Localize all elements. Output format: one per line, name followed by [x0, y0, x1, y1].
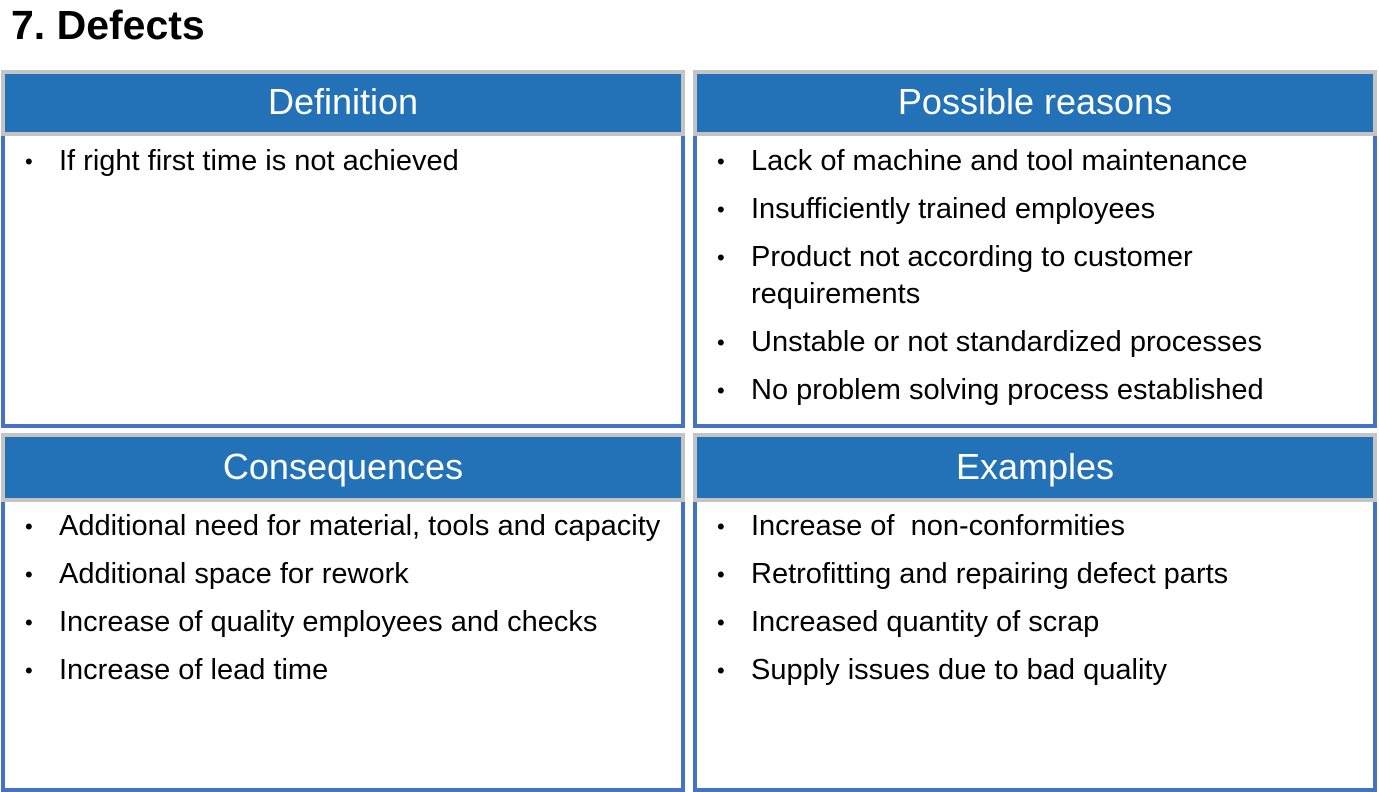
possible-reasons-item	[717, 239, 1367, 313]
bullet-icon: •	[717, 562, 725, 587]
page-title: 7. Defects	[11, 2, 205, 48]
bullet-icon: •	[25, 658, 33, 683]
bullet-icon: •	[717, 330, 725, 355]
bullet-icon: •	[717, 658, 725, 683]
bullet-icon: •	[717, 378, 725, 403]
consequences-list	[25, 508, 675, 700]
consequences-item	[25, 652, 675, 689]
consequences-item-text: Increase of lead time	[59, 654, 329, 686]
possible-reasons-item	[717, 143, 1367, 180]
definition-heading: Definition	[1, 70, 685, 136]
bullet-icon: •	[717, 514, 725, 539]
possible-reasons-item	[717, 191, 1367, 228]
consequences-item-text: Increase of quality employees and checks	[59, 606, 598, 638]
possible-reasons-item	[717, 372, 1367, 409]
examples-item-text: Increase of non-conformities	[751, 510, 1125, 542]
definition-item-text: If right first time is not achieved	[59, 145, 459, 177]
possible-reasons-item-text: Insufficiently trained employees	[751, 193, 1156, 225]
possible-reasons-item-text: Product not according to customer requirements	[751, 241, 1193, 310]
consequences-item-text: Additional need for material, tools and capacity	[59, 510, 661, 542]
definition-list	[25, 143, 675, 191]
examples-item	[717, 508, 1367, 545]
possible-reasons-item-text: Unstable or not standardized processes	[751, 326, 1263, 358]
examples-item-text: Retrofitting and repairing defect parts	[751, 558, 1229, 590]
possible-reasons-item-text: Lack of machine and tool maintenance	[751, 145, 1248, 177]
consequences-item	[25, 508, 675, 545]
definition-item	[25, 143, 675, 180]
bullet-icon: •	[25, 149, 33, 174]
bullet-icon: •	[717, 149, 725, 174]
consequences-item-text: Additional space for rework	[59, 558, 409, 590]
bullet-icon: •	[25, 562, 33, 587]
possible-reasons-list	[717, 143, 1367, 420]
examples-list	[717, 508, 1367, 700]
bullet-icon: •	[717, 610, 725, 635]
examples-item	[717, 556, 1367, 593]
bullet-icon: •	[717, 245, 725, 270]
bullet-icon: •	[717, 197, 725, 222]
examples-item-text: Supply issues due to bad quality	[751, 654, 1167, 686]
possible-reasons-heading: Possible reasons	[693, 70, 1377, 136]
possible-reasons-item	[717, 324, 1367, 361]
examples-item-text: Increased quantity of scrap	[751, 606, 1100, 638]
bullet-icon: •	[25, 610, 33, 635]
consequences-item	[25, 604, 675, 641]
examples-item	[717, 604, 1367, 641]
examples-heading: Examples	[693, 433, 1377, 502]
consequences-heading: Consequences	[1, 433, 685, 502]
consequences-item	[25, 556, 675, 593]
bullet-icon: •	[25, 514, 33, 539]
examples-item	[717, 652, 1367, 689]
possible-reasons-item-text: No problem solving process established	[751, 374, 1264, 406]
